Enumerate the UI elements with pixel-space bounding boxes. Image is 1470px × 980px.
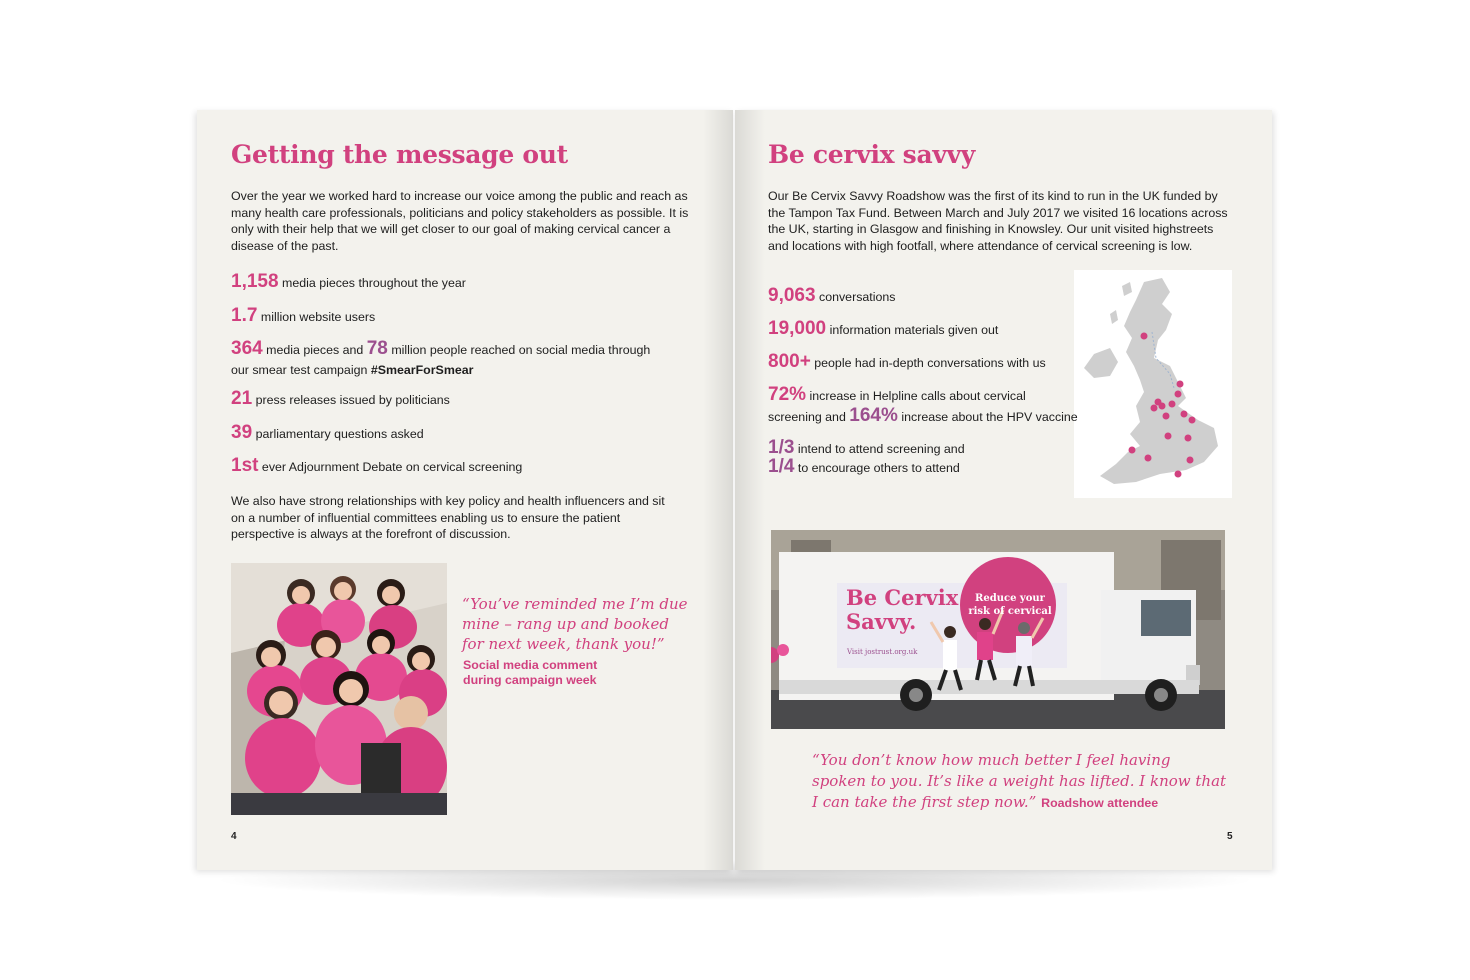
stat-text: ever Adjournment Debate on cervical screening (261, 460, 523, 474)
right-quote-text: “You don’t know how much better I feel having spoken to you. It’s like a weight has lifted. I know that I can take the first step now.” (812, 751, 1227, 811)
truck-sign-title-line2: Savvy. (846, 609, 917, 634)
left-outro-paragraph: We also have strong relationships with key policy and health influencers and sit on a number of influential committees enabling us to ensure the patient perspective is always at the forefront of discussion. (231, 494, 665, 542)
stat-number: 72% (768, 384, 807, 405)
stat-helpline-increase (768, 385, 1026, 406)
page-number-right: 5 (1227, 831, 1233, 842)
stat-text: conversations (819, 290, 896, 304)
truck-circle-line2: risk of cervical (968, 606, 1052, 617)
stat-number: 1/3 (768, 437, 795, 458)
stat-text: increase about the HPV vaccine (901, 410, 1078, 424)
stat-text: intend to attend screening and (797, 442, 965, 456)
hashtag: #SmearForSmear (370, 363, 474, 377)
stat-intend-to-attend (768, 438, 965, 459)
left-quote-attribution-line2: during campaign week (463, 673, 597, 687)
stat-website-users (231, 306, 375, 327)
right-page-title: Be cervix savvy (768, 140, 976, 169)
truck-sign-title-line1: Be Cervix (846, 585, 959, 610)
uk-roadshow-map (1074, 270, 1232, 498)
right-intro-paragraph: Our Be Cervix Savvy Roadshow was the first of its kind to run in the UK funded by the Tampon Tax Fund. Between March and July 2017 we visited 16 locations across the UK, starting in Glasgow and finishing in Knowsley. Our unit visited highstreets and locations with high footfall, where attendance of cervical screening is low. (768, 189, 1228, 253)
left-intro-paragraph: Over the year we worked hard to increase our voice among the public and reach as many health care professionals, politicians and policy stakeholders as possible. It is only with their help that we will get closer to our goal of making cervical cancer a disease of the past. (231, 189, 689, 253)
stat-in-depth-conversations (768, 352, 1046, 373)
stat-number-secondary: 164% (849, 405, 898, 426)
stat-number: 1.7 (231, 305, 258, 326)
roadshow-truck-photo (771, 530, 1225, 729)
stat-adjournment-debate (231, 456, 522, 477)
stat-text: people had in-depth conversations with us (814, 356, 1046, 370)
truck-circle-line1: Reduce your (975, 593, 1045, 604)
stat-text: screening and (768, 410, 846, 424)
gutter-shade-left (703, 110, 733, 870)
stat-number: 19,000 (768, 318, 827, 339)
stat-number-secondary: 78 (366, 338, 388, 359)
stat-hpv-increase (768, 406, 1078, 427)
stat-press-releases (231, 389, 450, 410)
team-photo-illustration (231, 563, 447, 815)
stat-text: increase in Helpline calls about cervical (809, 389, 1026, 403)
truck-photo-illustration (771, 530, 1225, 729)
stat-text: parliamentary questions asked (255, 427, 424, 441)
left-quote-attribution-line1: Social media comment (463, 658, 598, 672)
stat-number: 21 (231, 388, 253, 409)
left-quote: “You’ve reminded me I’m due mine – rang up and booked for next week, thank you!” (462, 595, 688, 653)
stat-number: 364 (231, 338, 263, 359)
stat-text: information materials given out (829, 323, 999, 337)
stat-social-media (231, 339, 650, 360)
team-group-photo (231, 563, 447, 815)
stat-conversations (768, 286, 895, 307)
right-quote-attribution: Roadshow attendee (1041, 796, 1159, 810)
stat-number: 800+ (768, 351, 811, 372)
stat-encourage-others (768, 457, 960, 478)
stat-parliamentary-questions (231, 423, 424, 444)
right-quote (812, 750, 1227, 814)
stat-number: 9,063 (768, 285, 816, 306)
stat-text: press releases issued by politicians (255, 393, 450, 407)
stat-social-media-line2 (231, 360, 473, 380)
stat-number: 1,158 (231, 271, 279, 292)
stat-text: million website users (260, 310, 376, 324)
gutter-shade-right (735, 110, 765, 870)
page-number-left: 4 (231, 831, 237, 842)
left-page (197, 110, 733, 870)
stat-text: to encourage others to attend (797, 461, 960, 475)
stat-text: media pieces throughout the year (282, 276, 466, 290)
right-page (735, 110, 1272, 870)
stat-media-pieces (231, 272, 466, 293)
stat-number: 39 (231, 422, 253, 443)
truck-url: Visit jostrust.org.uk (847, 648, 918, 656)
stat-text: media pieces and (266, 343, 364, 357)
left-page-title: Getting the message out (231, 140, 568, 169)
uk-map-illustration (1074, 270, 1232, 498)
stat-materials (768, 319, 998, 340)
stat-number: 1/4 (768, 456, 795, 477)
stat-text: million people reached on social media through (391, 343, 651, 357)
stat-number: 1st (231, 455, 259, 476)
stat-text: our smear test campaign (231, 363, 368, 377)
